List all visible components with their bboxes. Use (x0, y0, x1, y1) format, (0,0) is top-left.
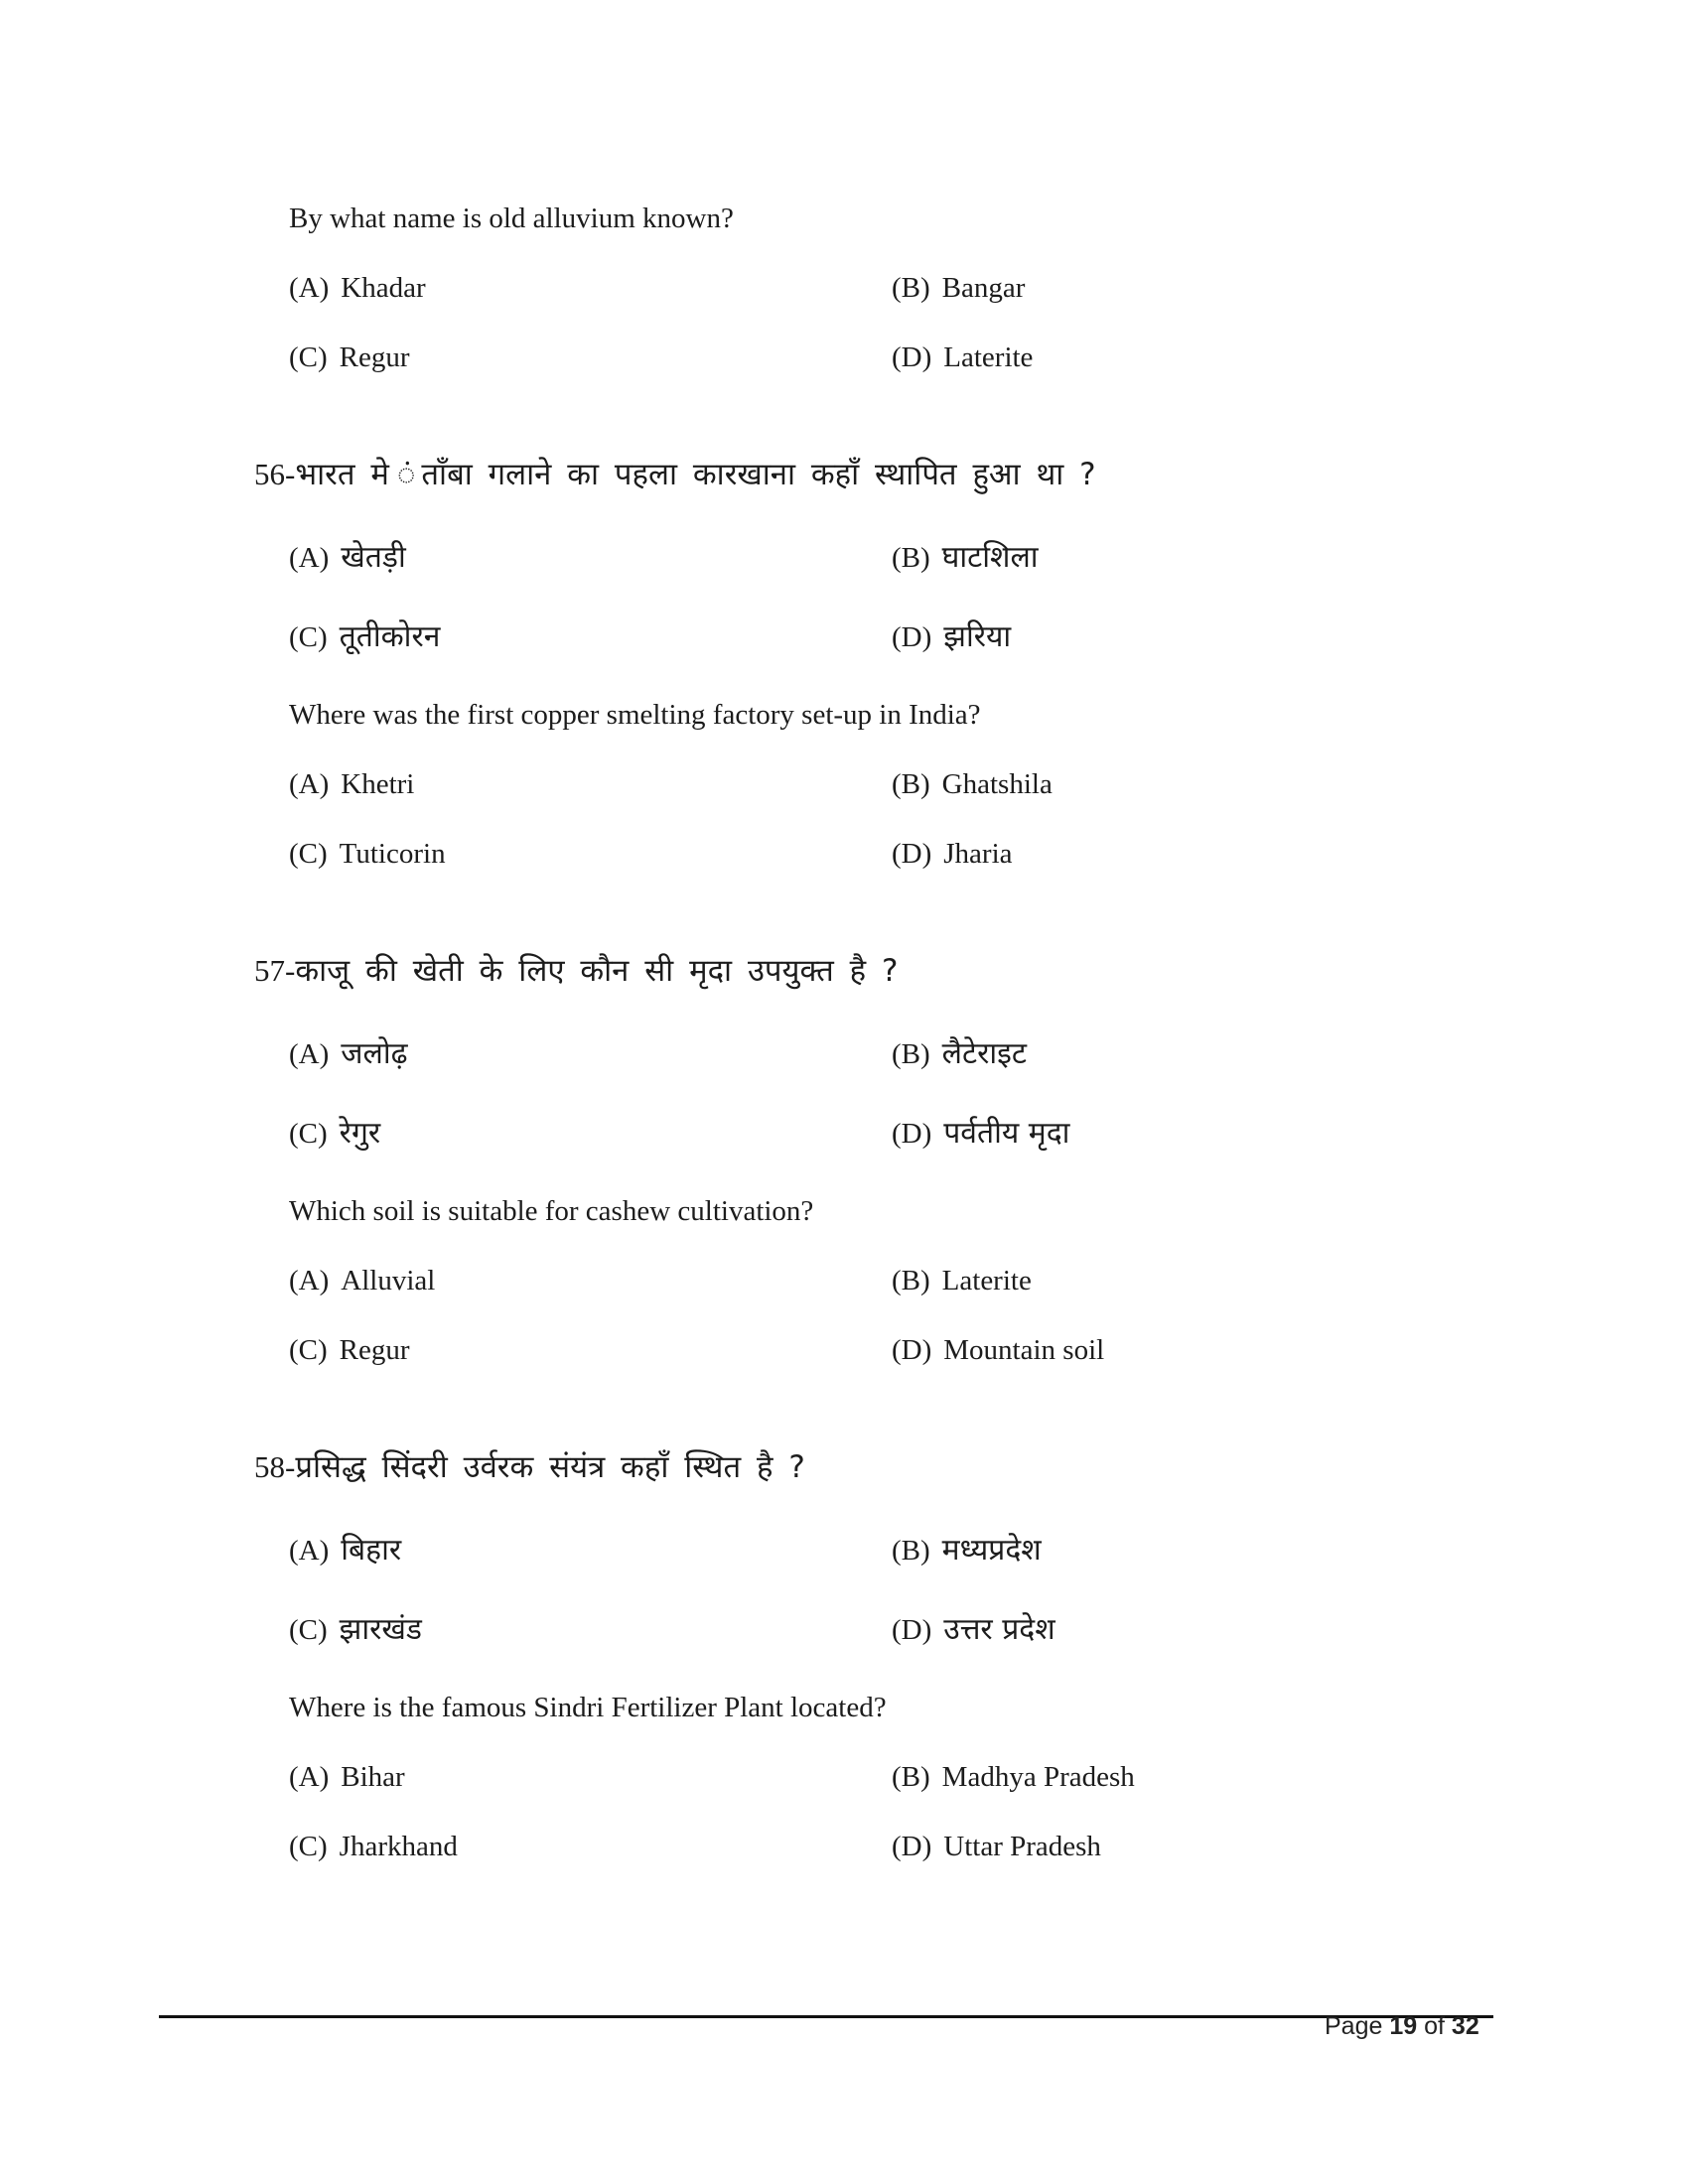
option-text: Bihar (341, 1761, 405, 1793)
option-d-hi (892, 617, 1011, 657)
page-of: of (1424, 2012, 1445, 2040)
option-text: मध्यप्रदेश (941, 1533, 1042, 1568)
option-text: बिहार (341, 1533, 402, 1568)
option-text: Ghatshila (941, 768, 1053, 800)
option-letter: (D) (892, 341, 932, 373)
option-a (289, 268, 426, 308)
option-c (289, 1827, 458, 1866)
option-letter: (B) (892, 1038, 930, 1070)
option-text: घाटशिला (941, 540, 1039, 575)
footer-divider (159, 2015, 1493, 2018)
option-text: Bangar (941, 272, 1026, 304)
option-a (289, 1261, 435, 1300)
option-letter: (C) (289, 1614, 328, 1646)
option-letter: (D) (892, 1614, 932, 1646)
option-d (892, 1330, 1104, 1370)
option-d-hi (892, 1114, 1069, 1154)
question-text-hi (254, 1447, 805, 1487)
option-text: Mountain soil (943, 1334, 1105, 1366)
option-letter: (A) (289, 768, 330, 800)
option-letter: (B) (892, 1265, 930, 1297)
option-c (289, 1330, 410, 1370)
option-letter: (A) (289, 1265, 330, 1297)
option-letter: (B) (892, 768, 930, 800)
option-text: उत्तर प्रदेश (943, 1612, 1055, 1647)
option-b (892, 764, 1053, 804)
option-c-hi (289, 1114, 380, 1154)
question-number: 58- (254, 1449, 296, 1484)
page-number (1325, 2011, 1479, 2041)
option-a (289, 1757, 405, 1797)
option-text: Uttar Pradesh (943, 1831, 1101, 1862)
option-text: लैटेराइट (941, 1036, 1028, 1071)
question-text-en: Which soil is suitable for cashew cultivation? (289, 1195, 814, 1227)
option-b (892, 1261, 1032, 1300)
option-text: जलोढ़ (341, 1036, 408, 1071)
option-b (892, 1757, 1135, 1797)
option-text: Alluvial (341, 1265, 436, 1297)
option-b (892, 268, 1025, 308)
question-text-en: Where is the famous Sindri Fertilizer Plant located? (289, 1692, 887, 1723)
option-letter: (A) (289, 542, 330, 574)
option-text: झारखंड (339, 1612, 422, 1647)
option-b-hi (892, 538, 1039, 578)
option-letter: (A) (289, 1535, 330, 1567)
option-text: रेगुर (339, 1116, 381, 1151)
option-letter: (C) (289, 1831, 328, 1862)
option-c (289, 834, 446, 874)
option-text: Jharia (943, 838, 1013, 870)
option-letter: (D) (892, 621, 932, 653)
option-letter: (B) (892, 272, 930, 304)
option-b-hi (892, 1034, 1027, 1074)
option-letter: (D) (892, 1118, 932, 1150)
option-letter: (A) (289, 1038, 330, 1070)
option-text: Regur (339, 1334, 410, 1366)
option-letter: (B) (892, 542, 930, 574)
option-text: Madhya Pradesh (941, 1761, 1135, 1793)
question-text: भारत मे ंताँबा गलाने का पहला कारखाना कहाँ स्थापित हुआ था ? (295, 457, 1096, 492)
option-b-hi (892, 1531, 1042, 1570)
option-text: Laterite (943, 341, 1034, 373)
option-text: Khadar (341, 272, 426, 304)
option-letter: (B) (892, 1761, 930, 1793)
option-a-hi (289, 1531, 401, 1570)
option-text: Jharkhand (339, 1831, 458, 1862)
option-letter: (D) (892, 838, 932, 870)
option-a-hi (289, 538, 406, 578)
question-number: 56- (254, 457, 296, 491)
option-d (892, 834, 1013, 874)
option-c-hi (289, 1610, 422, 1650)
page-prefix: Page (1325, 2012, 1383, 2040)
option-letter: (D) (892, 1831, 932, 1862)
option-text: Tuticorin (339, 838, 446, 870)
page-total: 32 (1451, 2012, 1479, 2040)
option-d (892, 1827, 1101, 1866)
question-text: प्रसिद्ध सिंदरी उर्वरक संयंत्र कहाँ स्थित है ? (295, 1449, 805, 1485)
option-text: झरिया (943, 619, 1012, 654)
option-letter: (B) (892, 1535, 930, 1567)
option-letter: (C) (289, 621, 328, 653)
question-text-hi (254, 455, 1096, 494)
option-letter: (A) (289, 1761, 330, 1793)
option-letter: (C) (289, 1334, 328, 1366)
page-current: 19 (1389, 2012, 1418, 2040)
question-text-en: By what name is old alluvium known? (289, 203, 734, 234)
question-text: काजू की खेती के लिए कौन सी मृदा उपयुक्त है ? (295, 953, 899, 989)
question-text-en: Where was the first copper smelting factory set-up in India? (289, 699, 981, 731)
option-c-hi (289, 617, 440, 657)
option-text: Khetri (341, 768, 415, 800)
question-number: 57- (254, 953, 296, 988)
option-letter: (C) (289, 1118, 328, 1150)
option-letter: (C) (289, 341, 328, 373)
question-text-hi (254, 951, 898, 991)
option-text: Regur (339, 341, 410, 373)
option-a (289, 764, 414, 804)
option-text: खेतड़ी (341, 540, 406, 575)
option-c (289, 338, 410, 377)
option-letter: (D) (892, 1334, 932, 1366)
option-letter: (A) (289, 272, 330, 304)
option-text: तूतीकोरन (339, 619, 441, 654)
option-d (892, 338, 1033, 377)
option-a-hi (289, 1034, 408, 1074)
option-text: Laterite (941, 1265, 1032, 1297)
option-d-hi (892, 1610, 1055, 1650)
option-text: पर्वतीय मृदा (943, 1116, 1070, 1151)
option-letter: (C) (289, 838, 328, 870)
